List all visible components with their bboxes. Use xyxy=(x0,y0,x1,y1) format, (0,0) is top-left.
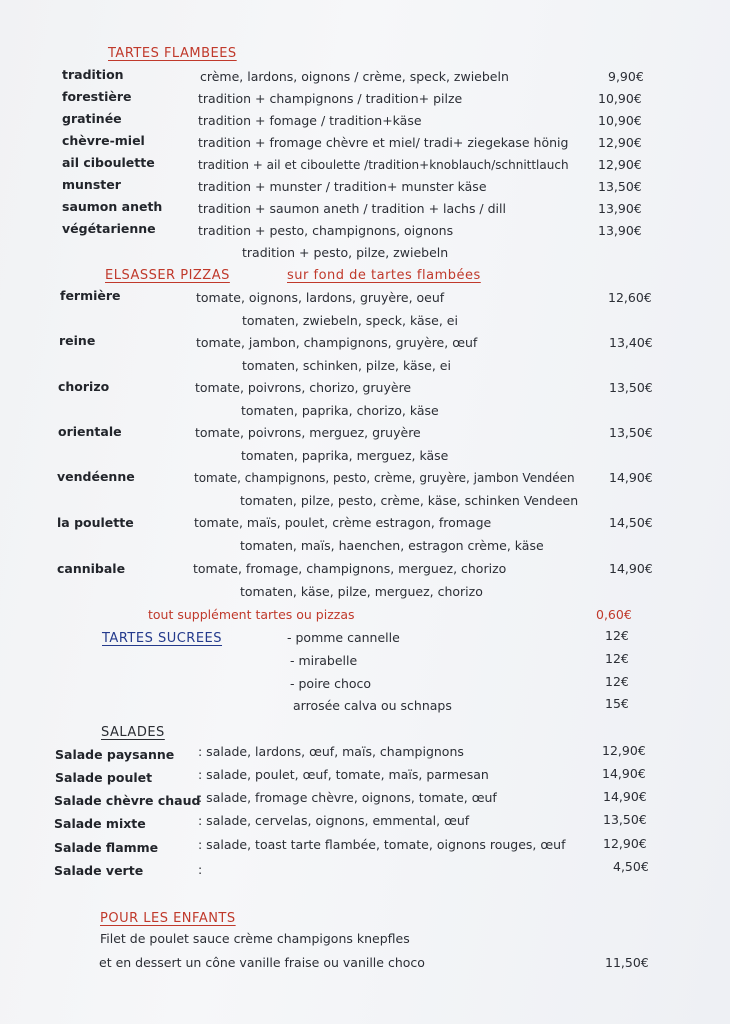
item-desc: tradition + fomage / tradition+käse xyxy=(198,113,422,128)
item-desc: tomate, poivrons, chorizo, gruyère xyxy=(195,380,412,395)
item-price: 12,90€ xyxy=(602,743,646,758)
item-desc: tradition + ail et ciboulette /tradition+knoblauch/schnittlauch xyxy=(198,158,569,172)
item-name: Salade verte xyxy=(54,863,144,878)
item-price: 14,90€ xyxy=(609,561,653,576)
item-desc: tomate, maïs, poulet, crème estragon, fromage xyxy=(194,515,492,530)
item-name: Salade poulet xyxy=(55,770,153,785)
item-desc-de: tomaten, käse, pilze, merguez, chorizo xyxy=(240,584,483,599)
item-name: Salade chèvre chaud xyxy=(54,793,201,808)
item-price: 9,90€ xyxy=(608,69,644,84)
item-price: 13,90€ xyxy=(598,223,642,238)
section-heading: SALADES xyxy=(101,725,165,740)
item-name: chèvre-miel xyxy=(62,133,145,148)
item-name: cannibale xyxy=(57,561,126,576)
item-desc-de: tradition + pesto, pilze, zwiebeln xyxy=(242,245,449,260)
item-desc: : salade, poulet, œuf, tomate, maïs, parmesan xyxy=(198,767,489,782)
item-name: végétarienne xyxy=(62,221,156,236)
item-desc: arrosée calva ou schnaps xyxy=(293,698,452,713)
item-price: 4,50€ xyxy=(613,859,649,874)
item-price: 10,90€ xyxy=(598,91,642,106)
item-desc: - pomme cannelle xyxy=(287,630,400,645)
section-heading: TARTES SUCREES xyxy=(102,631,223,646)
item-desc-de: tomaten, schinken, pilze, käse, ei xyxy=(242,358,451,373)
item-price: 13,50€ xyxy=(609,380,653,395)
supplement-label: tout supplément tartes ou pizzas xyxy=(148,607,355,622)
item-name: fermière xyxy=(60,288,121,303)
enfants-price: 11,50€ xyxy=(605,955,649,970)
item-price: 13,50€ xyxy=(603,812,647,827)
supplement-price: 0,60€ xyxy=(596,607,632,622)
item-price: 12€ xyxy=(605,674,629,689)
section-heading: TARTES FLAMBEES xyxy=(108,46,237,61)
item-desc-de: tomaten, paprika, merguez, käse xyxy=(241,448,449,463)
item-desc: tradition + fromage chèvre et miel/ tradi+ ziegekase hönig xyxy=(198,135,569,150)
item-price: 14,50€ xyxy=(609,515,653,530)
item-name: la poulette xyxy=(57,515,134,530)
item-price: 13,90€ xyxy=(598,201,642,216)
item-desc: tomate, fromage, champignons, merguez, chorizo xyxy=(193,561,507,576)
item-desc: tomate, poivrons, merguez, gruyère xyxy=(195,425,421,440)
item-name: gratinée xyxy=(62,111,122,126)
item-price: 10,90€ xyxy=(598,113,642,128)
item-desc: - mirabelle xyxy=(290,653,358,668)
item-desc-de: tomaten, zwiebeln, speck, käse, ei xyxy=(242,313,458,328)
item-desc: : salade, toast tarte flambée, tomate, oignons rouges, œuf xyxy=(198,837,566,852)
item-name: saumon aneth xyxy=(62,199,163,214)
item-desc: tradition + pesto, champignons, oignons xyxy=(198,223,454,238)
item-desc: : salade, lardons, œuf, maïs, champignons xyxy=(198,744,464,759)
item-desc: tomate, champignons, pesto, crème, gruyère, jambon Vendéen xyxy=(194,471,575,485)
item-desc-de: tomaten, pilze, pesto, crème, käse, schinken Vendeen xyxy=(240,493,579,508)
item-price: 12,90€ xyxy=(603,836,647,851)
item-price: 12€ xyxy=(605,651,629,666)
item-price: 14,90€ xyxy=(602,766,646,781)
item-desc: tomate, oignons, lardons, gruyère, oeuf xyxy=(196,290,445,305)
item-price: 14,90€ xyxy=(609,470,653,485)
item-name: tradition xyxy=(62,67,124,82)
item-name: orientale xyxy=(58,424,122,439)
item-name: chorizo xyxy=(58,379,110,394)
item-name: Salade mixte xyxy=(54,816,146,831)
item-price: 15€ xyxy=(605,696,629,711)
item-price: 12,90€ xyxy=(598,135,642,150)
item-price: 14,90€ xyxy=(603,789,647,804)
item-name: Salade flamme xyxy=(54,840,159,855)
item-name: munster xyxy=(62,177,121,192)
item-desc: crème, lardons, oignons / crème, speck, zwiebeln xyxy=(200,69,509,84)
item-price: 13,40€ xyxy=(609,335,653,350)
item-desc: : xyxy=(198,862,203,877)
item-name: forestière xyxy=(62,89,132,104)
section-heading: POUR LES ENFANTS xyxy=(100,911,236,926)
item-price: 13,50€ xyxy=(609,425,653,440)
enfants-line2: et en dessert un cône vanille fraise ou vanille choco xyxy=(99,955,425,970)
item-price: 13,50€ xyxy=(598,179,642,194)
item-name: vendéenne xyxy=(57,469,135,484)
item-desc: tradition + champignons / tradition+ pilze xyxy=(198,91,463,106)
item-desc: : salade, cervelas, oignons, emmental, œuf xyxy=(198,813,470,828)
section-subheading: sur fond de tartes flambées xyxy=(287,268,481,283)
enfants-line1: Filet de poulet sauce crème champigons knepfles xyxy=(100,931,410,946)
item-price: 12,60€ xyxy=(608,290,652,305)
item-price: 12,90€ xyxy=(598,157,642,172)
item-desc-de: tomaten, paprika, chorizo, käse xyxy=(241,403,439,418)
item-desc-de: tomaten, maïs, haenchen, estragon crème, käse xyxy=(240,538,544,553)
item-name: Salade paysanne xyxy=(55,747,175,762)
item-name: ail ciboulette xyxy=(62,155,155,170)
item-desc: tomate, jambon, champignons, gruyère, œuf xyxy=(196,335,478,350)
section-heading: ELSASSER PIZZAS xyxy=(105,268,230,283)
item-price: 12€ xyxy=(605,628,629,643)
item-desc: tradition + saumon aneth / tradition + lachs / dill xyxy=(198,201,506,216)
item-desc: - poire choco xyxy=(290,676,372,691)
item-name: reine xyxy=(59,333,96,348)
item-desc: : salade, fromage chèvre, oignons, tomate, œuf xyxy=(198,790,497,805)
item-desc: tradition + munster / tradition+ munster käse xyxy=(198,179,487,194)
